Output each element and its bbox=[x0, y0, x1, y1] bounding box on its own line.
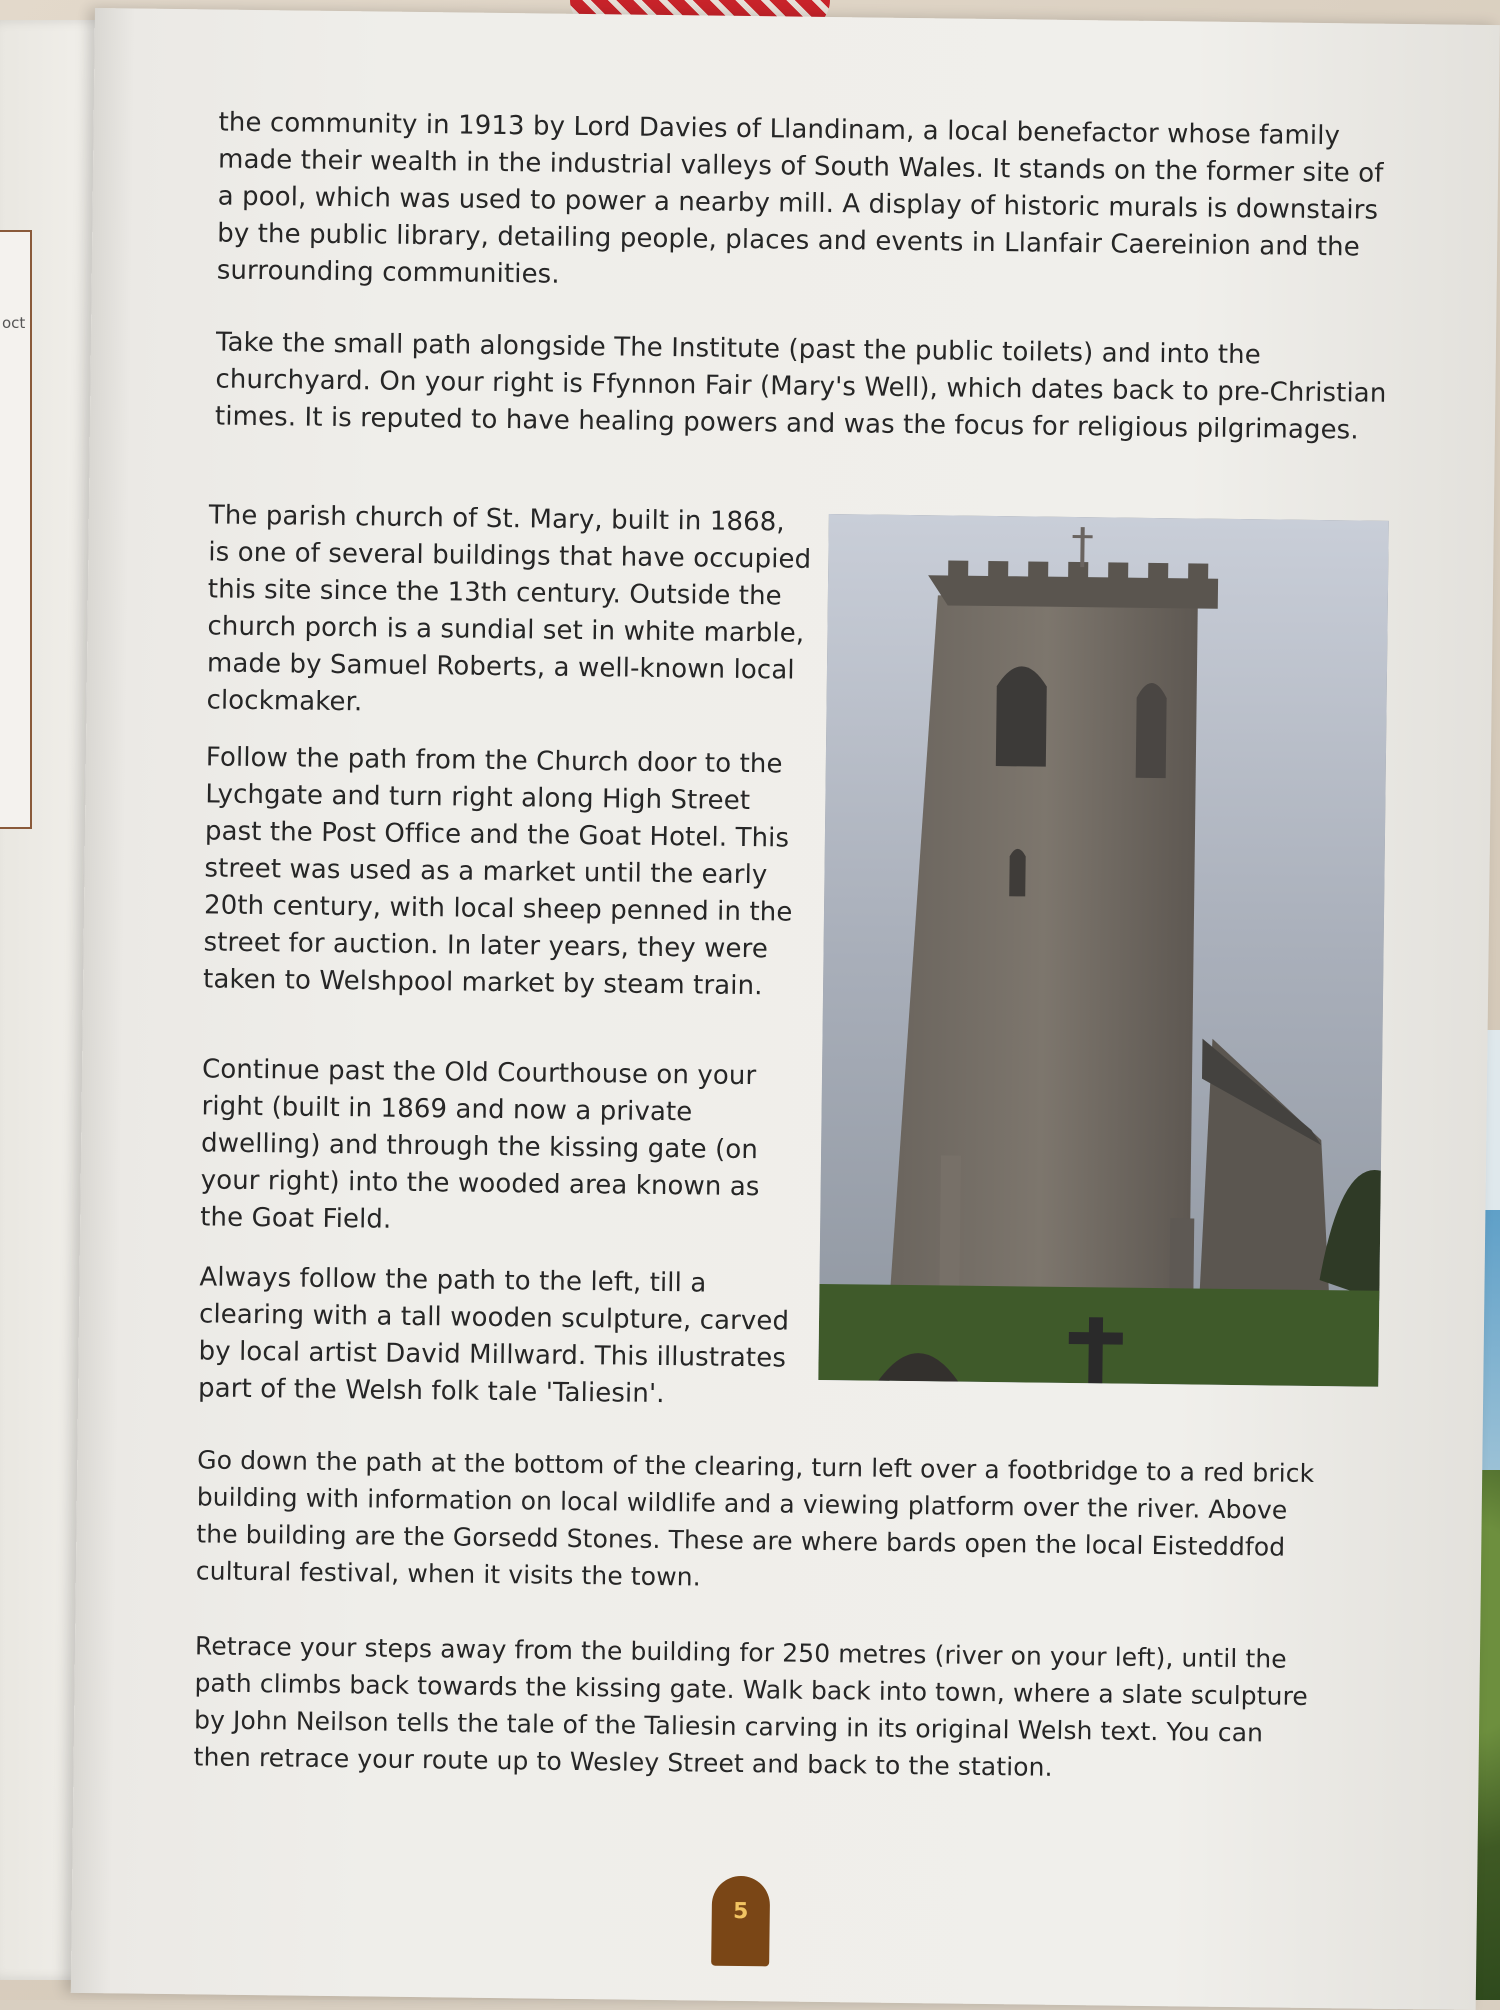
church-illustration bbox=[818, 514, 1389, 1387]
paragraph-footbridge: Go down the path at the bottom of the clearing, turn left over a footbridge to a red brick building with information on local wildlife and a viewing platform over the river. Above the building are the Gorsedd Stones. These are where bards open the local Eisteddfod cultural festival, when it visits the town. bbox=[195, 1445, 1315, 1592]
church-photo bbox=[818, 514, 1389, 1387]
paragraph-sculpture: Always follow the path to the left, till a clearing with a tall wooden sculpture, carved by local artist David Millward. This illustrates part of the Welsh folk tale 'Taliesin'. bbox=[197, 1262, 790, 1410]
grave-obelisk bbox=[939, 1155, 961, 1305]
paragraph-courthouse: Continue past the Old Courthouse on your right (built in 1869 and now a private dwelling) and through the kissing gate (on your right) into the wooded area known as the Goat Field. bbox=[200, 1054, 760, 1235]
weathervane-icon bbox=[1080, 527, 1084, 567]
belfry-window bbox=[996, 666, 1047, 767]
grave-cross-arm bbox=[1069, 1332, 1123, 1345]
weathervane-arm bbox=[1073, 535, 1093, 538]
grave-cross-icon bbox=[1088, 1317, 1103, 1383]
slit-window bbox=[1009, 849, 1026, 897]
paragraph-parish-church: The parish church of St. Mary, built in 1868, is one of several buildings that have occupied this site since the 13th century. Outside the church porch is a sundial set in white marble, made by Samuel Roberts, a well-known local clockmaker. bbox=[206, 500, 812, 718]
left-page-text-fragment: oct bbox=[2, 314, 26, 332]
paragraph-retrace: Retrace your steps away from the building for 250 metres (river on your left), until the path climbs back towards the kissing gate. Walk back into town, where a slate sculpture by John Neilson tells the tale of the Taliesin carving in its original Welsh text. You can then retrace your route up to Wesley Street and back to the station. bbox=[193, 1631, 1309, 1782]
paragraph-churchyard: Take the small path alongside The Institute (past the public toilets) and into the churchyard. On your right is Ffynnon Fair (Mary's Well), which dates back to pre-Christian times. It is reputed to have healing powers and was the focus for religious pilgrimages. bbox=[214, 327, 1387, 446]
left-page-box bbox=[0, 230, 32, 829]
paragraph-high-street: Follow the path from the Church door to the Lychgate and turn right along High Street past the Post Office and the Goat Hotel. This street was used as a market until the early 20th century, with local sheep penned in the street for auction. In later years, they were taken to Welshpool market by steam train. bbox=[202, 742, 793, 1002]
paragraph-institute: the community in 1913 by Lord Davies of Llandinam, a local benefactor whose family made their wealth in the industrial valleys of South Wales. It stands on the former site of a pool, which was used to power a nearby mill. A display of historic murals is downstairs by the public library, detailing people, places and events in Llanfair Caereinion and the surrounding communities. bbox=[216, 107, 1384, 290]
page-number: 5 bbox=[732, 1898, 749, 1925]
side-window bbox=[1136, 683, 1167, 778]
booklet-page bbox=[71, 8, 1500, 2010]
page-number-tab bbox=[711, 1876, 770, 1967]
